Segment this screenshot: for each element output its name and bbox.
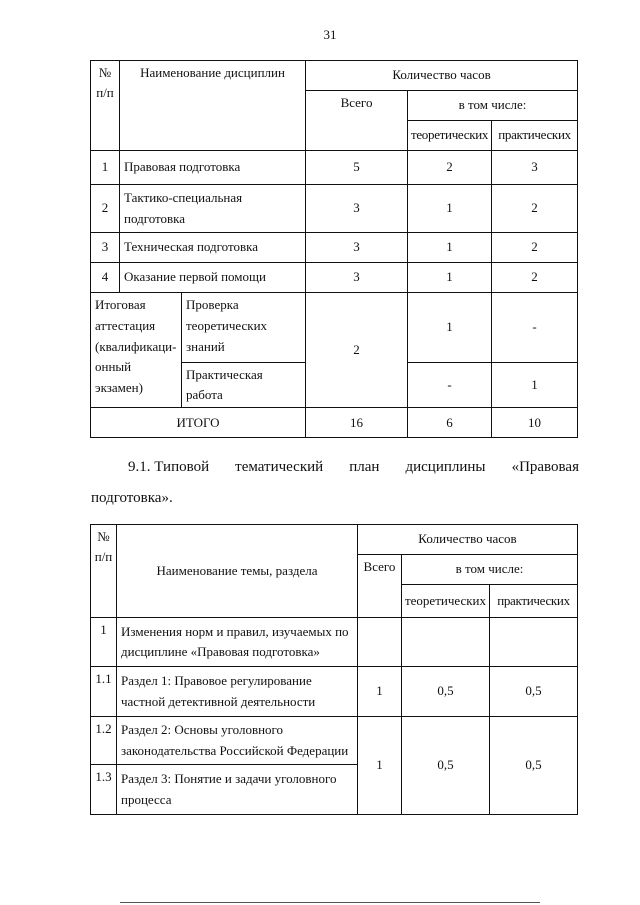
paragraph-word: «Правовая — [511, 459, 579, 475]
header-hours: Количество часов — [358, 525, 578, 555]
row-name: Раздел 1: Правовое регулирование частной детективной деятельности — [117, 667, 358, 717]
header-practice: практических — [490, 585, 578, 618]
row-theory: 0,5 — [402, 667, 490, 717]
merged-practice: 0,5 — [490, 717, 578, 815]
row-total: 1 — [358, 667, 402, 717]
row-theory: 1 — [408, 233, 492, 263]
attestation-practical-theory: - — [408, 363, 492, 408]
topic-plan-table — [90, 524, 578, 815]
row-num: 1 — [91, 618, 117, 667]
attestation-check-theory: 1 — [408, 293, 492, 363]
header-num: № п/п — [91, 525, 117, 618]
paragraph-word: план — [349, 459, 380, 475]
row-num: 4 — [91, 263, 120, 293]
header-hours: Количество часов — [306, 61, 578, 91]
summary-row — [91, 408, 578, 438]
header-total: Всего — [358, 555, 402, 618]
header-theory: теоретических — [402, 585, 490, 618]
attestation-check-name: Проверка теоретических знаний — [182, 293, 306, 363]
row-name: Тактико-специальная подготовка — [120, 185, 306, 233]
attestation-practical-name: Практическая работа — [182, 363, 306, 408]
row-theory: 2 — [408, 151, 492, 185]
row-theory: 1 — [408, 263, 492, 293]
paragraph-line-2: подготовка». — [91, 490, 173, 506]
row-practice: 3 — [492, 151, 578, 185]
row-num: 1.2 — [91, 717, 117, 765]
table-row — [91, 618, 578, 667]
summary-label: ИТОГО — [91, 408, 306, 438]
header-including: в том числе: — [408, 91, 578, 121]
row-total: 5 — [306, 151, 408, 185]
attestation-row — [91, 293, 578, 363]
header-practice: практических — [492, 121, 578, 151]
row-practice: 2 — [492, 185, 578, 233]
header-theory: теоретических — [408, 121, 492, 151]
paragraph-word: тематический — [235, 459, 324, 475]
row-name: Оказание первой помощи — [120, 263, 306, 293]
page-bottom-rule — [120, 902, 540, 903]
row-name: Изменения норм и правил, изучаемых по дисциплине «Правовая подготовка» — [117, 618, 358, 667]
row-num: 1.3 — [91, 765, 117, 815]
table-row — [91, 667, 578, 717]
row-total — [358, 618, 402, 667]
header-total: Всего — [306, 91, 408, 151]
table-row — [91, 233, 578, 263]
summary-theory: 6 — [408, 408, 492, 438]
header-topic-name: Наименование темы, раздела — [117, 525, 358, 618]
table-row — [91, 185, 578, 233]
attestation-total: 2 — [306, 293, 408, 408]
table-row — [91, 717, 578, 765]
page-number: 31 — [323, 27, 337, 42]
attestation-check-practice: - — [492, 293, 578, 363]
row-practice — [490, 618, 578, 667]
row-total: 3 — [306, 185, 408, 233]
header-num: № п/п — [91, 61, 120, 151]
row-num: 3 — [91, 233, 120, 263]
row-num: 2 — [91, 185, 120, 233]
row-num: 1 — [91, 151, 120, 185]
merged-total: 1 — [358, 717, 402, 815]
attestation-label: Итоговая аттестация (квалификаци-онный экзамен) — [91, 293, 182, 408]
row-practice: 2 — [492, 263, 578, 293]
summary-total: 16 — [306, 408, 408, 438]
attestation-practical-practice: 1 — [492, 363, 578, 408]
merged-theory: 0,5 — [402, 717, 490, 815]
summary-practice: 10 — [492, 408, 578, 438]
row-theory — [402, 618, 490, 667]
row-theory: 1 — [408, 185, 492, 233]
row-practice: 0,5 — [490, 667, 578, 717]
paragraph-word: дисциплины — [405, 459, 486, 475]
row-total: 3 — [306, 263, 408, 293]
paragraph-line-1 — [91, 452, 579, 483]
header-including: в том числе: — [402, 555, 578, 585]
header-discipline-name: Наименование дисциплин — [120, 61, 306, 151]
row-practice: 2 — [492, 233, 578, 263]
section-heading-paragraph — [91, 452, 579, 514]
row-total: 3 — [306, 233, 408, 263]
table-row — [91, 151, 578, 185]
row-name: Раздел 2: Основы уголовного законодательства Российской Федерации — [117, 717, 358, 765]
row-name: Раздел 3: Понятие и задачи уголовного процесса — [117, 765, 358, 815]
paragraph-word: 9.1. Типовой — [128, 459, 210, 475]
disciplines-table — [90, 60, 578, 438]
row-name: Правовая подготовка — [120, 151, 306, 185]
row-num: 1.1 — [91, 667, 117, 717]
row-name: Техническая подготовка — [120, 233, 306, 263]
table-row — [91, 263, 578, 293]
